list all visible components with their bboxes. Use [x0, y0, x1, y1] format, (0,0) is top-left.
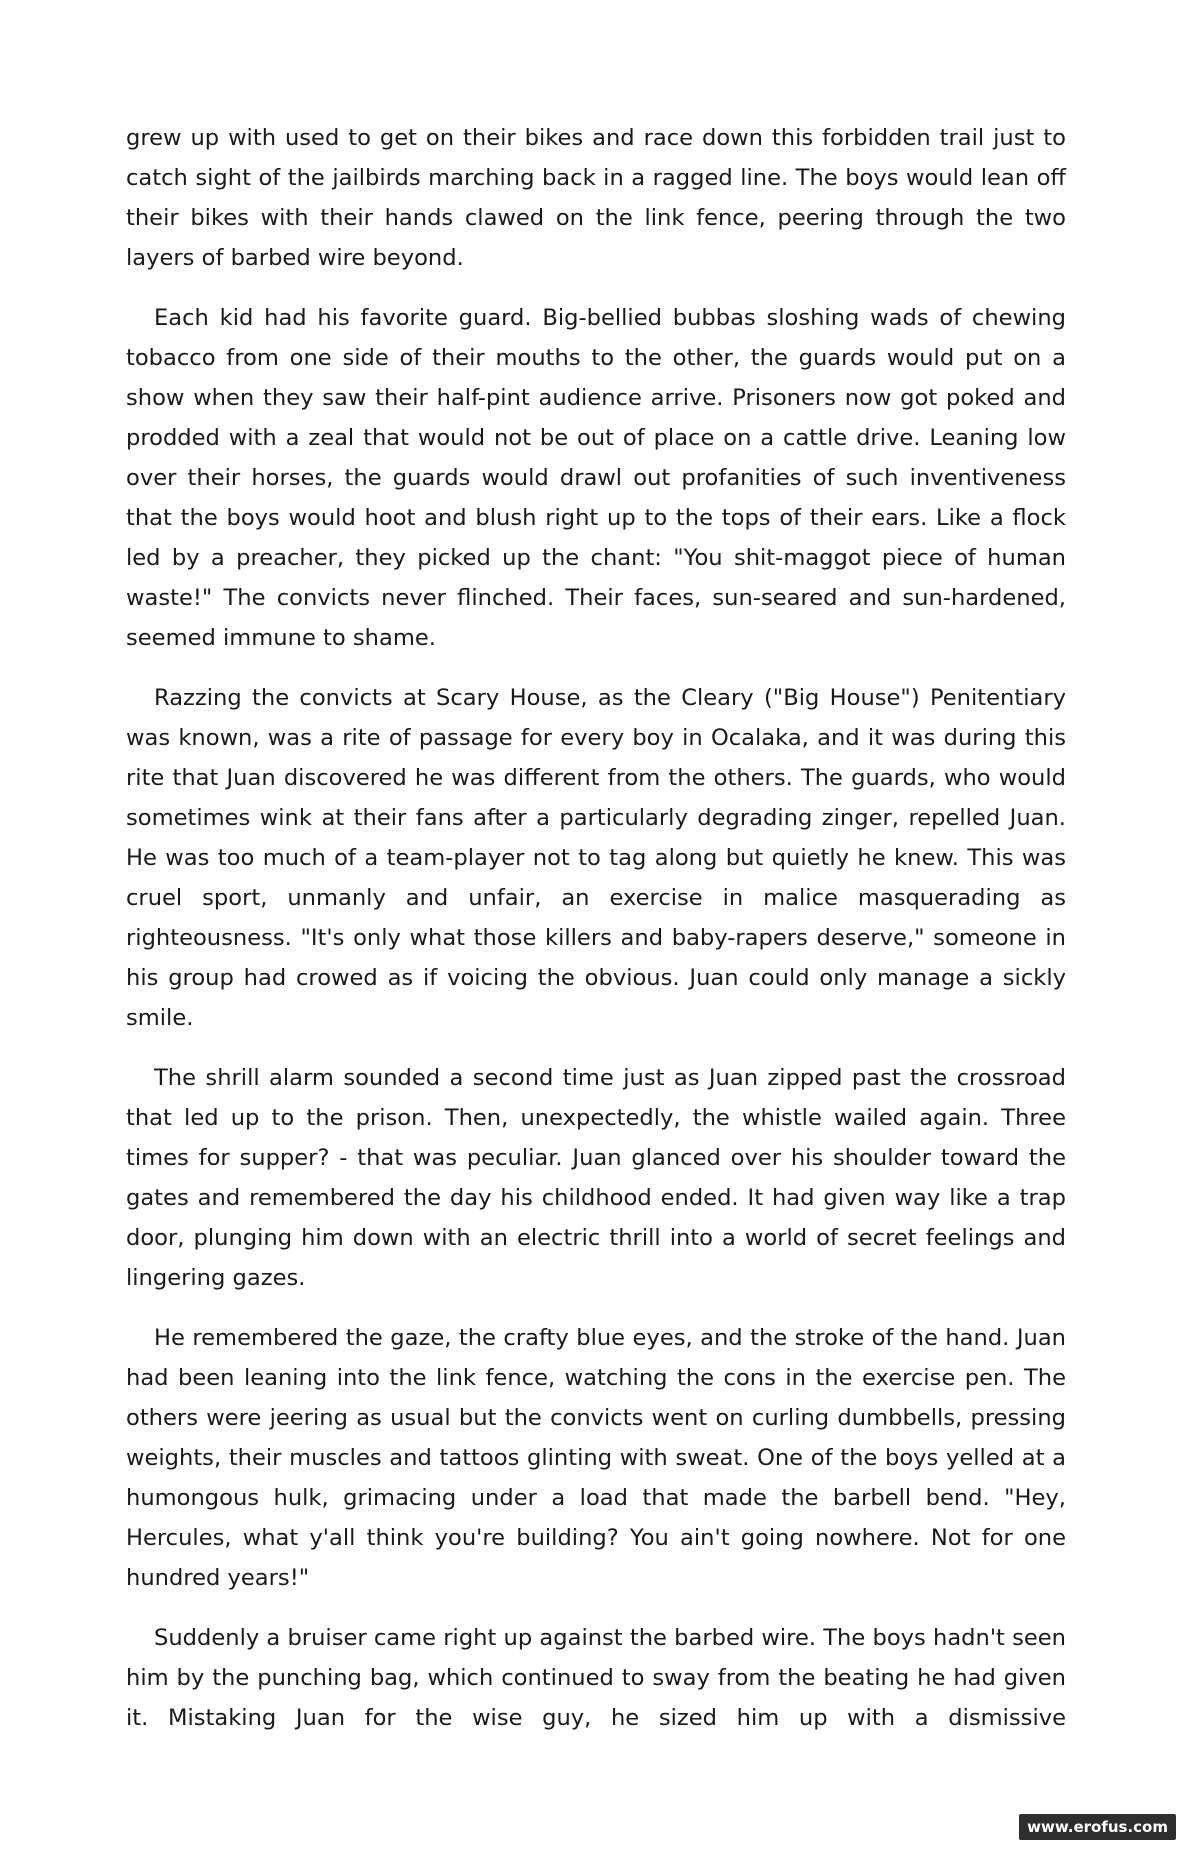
paragraph-5: He remembered the gaze, the crafty blue eyes, and the stroke of the hand. Juan had been leaning into the link fence, watching the cons in the exercise pen. The others were jeering as usual but the convicts went on curling dumbbells, pressing weights, their muscles and tattoos glinting with sweat. One of the boys yelled at a humongous hulk, grimacing under a load that made the barbell bend. "Hey, Hercules, what y'all think you're building? You ain't going nowhere. Not for one hundred years!"	[126, 1325, 1066, 1591]
paragraph-6: Suddenly a bruiser came right up against the barbed wire. The boys hadn't seen him by the punching bag, which continued to sway from the beating he had given it. Mistaking Juan for the wise guy, he sized him up with a dismissive	[126, 1625, 1066, 1731]
paragraph-2: Each kid had his favorite guard. Big-bellied bubbas sloshing wads of chewing tobacco from one side of their mouths to the other, the guards would put on a show when they saw their half-pint audience arrive. Prisoners now got poked and prodded with a zeal that would not be out of place on a cattle drive. Leaning low over their horses, the guards would drawl out profanities of such inventiveness that the boys would hoot and blush right up to the tops of their ears. Like a flock led by a preacher, they picked up the chant: "You shit-maggot piece of human waste!" The convicts never flinched. Their faces, sun-seared and sun-hardened, seemed immune to shame.	[126, 305, 1066, 651]
paragraph-3: Razzing the convicts at Scary House, as the Cleary ("Big House") Penitentiary was known, was a rite of passage for every boy in Ocalaka, and it was during this rite that Juan discovered he was different from the others. The guards, who would sometimes wink at their fans after a particularly degrading zinger, repelled Juan. He was too much of a team-player not to tag along but quietly he knew. This was cruel sport, unmanly and unfair, an exercise in malice masquerading as righteousness. "It's only what those killers and baby-rapers deserve," someone in his group had crowed as if voicing the obvious. Juan could only manage a sickly smile.	[126, 685, 1066, 1031]
paragraph-1: grew up with used to get on their bikes and race down this forbidden trail just to catch sight of the jailbirds marching back in a ragged line. The boys would lean off their bikes with their hands clawed on the link fence, peering through the two layers of barbed wire beyond.	[126, 125, 1066, 271]
watermark-label: www.erofus.com	[1019, 1814, 1176, 1840]
paragraph-4: The shrill alarm sounded a second time just as Juan zipped past the crossroad that led up to the prison. Then, unexpectedly, the whistle wailed again. Three times for supper? - that was peculiar. Juan glanced over his shoulder toward the gates and remembered the day his childhood ended. It had given way like a trap door, plunging him down with an electric thrill into a world of secret feelings and lingering gazes.	[126, 1065, 1066, 1291]
page-body	[126, 118, 1066, 1758]
